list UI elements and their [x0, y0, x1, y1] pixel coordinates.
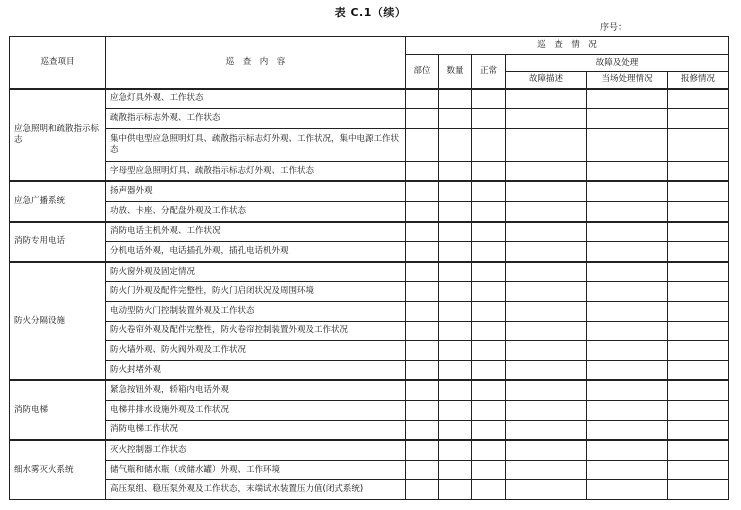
cell-report[interactable]	[668, 262, 729, 282]
cell-onsite[interactable]	[587, 201, 668, 221]
cell-part[interactable]	[406, 480, 439, 500]
cell-report[interactable]	[668, 222, 729, 242]
inspection-item: 高压泵组、稳压泵外观及工作状态，末端试水装置压力值(闭式系统)	[106, 480, 406, 500]
cell-report[interactable]	[668, 321, 729, 341]
cell-onsite[interactable]	[587, 420, 668, 440]
cell-report[interactable]	[668, 181, 729, 201]
inspection-item: 防火封堵外观	[106, 360, 406, 380]
cell-normal[interactable]	[472, 128, 506, 161]
cell-onsite[interactable]	[587, 89, 668, 109]
cell-part[interactable]	[406, 262, 439, 282]
inspection-item: 电梯井排水设施外观及工作状况	[106, 400, 406, 420]
cell-onsite[interactable]	[587, 440, 668, 460]
cell-onsite[interactable]	[587, 262, 668, 282]
cell-report[interactable]	[668, 89, 729, 109]
group-name: 消防专用电话	[10, 222, 106, 262]
cell-part[interactable]	[406, 128, 439, 161]
cell-fault-desc[interactable]	[506, 301, 587, 321]
inspection-item: 疏散指示标志外观、工作状态	[106, 109, 406, 129]
cell-report[interactable]	[668, 128, 729, 161]
cell-report[interactable]	[668, 282, 729, 302]
cell-report[interactable]	[668, 201, 729, 221]
header-content: 巡 查 内 容	[106, 37, 406, 89]
cell-report[interactable]	[668, 420, 729, 440]
group-name: 细水雾灭火系统	[10, 440, 106, 499]
group-name: 应急广播系统	[10, 181, 106, 221]
cell-quantity[interactable]	[439, 420, 472, 440]
cell-onsite[interactable]	[587, 242, 668, 262]
cell-part[interactable]	[406, 282, 439, 302]
cell-quantity[interactable]	[439, 301, 472, 321]
header-onsite: 当场处理情况	[587, 72, 668, 89]
cell-normal[interactable]	[472, 89, 506, 109]
cell-quantity[interactable]	[439, 480, 472, 500]
cell-part[interactable]	[406, 380, 439, 400]
cell-report[interactable]	[668, 460, 729, 480]
cell-report[interactable]	[668, 242, 729, 262]
inspection-item: 消防电梯工作状况	[106, 420, 406, 440]
cell-fault-desc[interactable]	[506, 201, 587, 221]
cell-report[interactable]	[668, 480, 729, 500]
cell-onsite[interactable]	[587, 400, 668, 420]
table-title: 表 C.1（续）	[334, 6, 407, 19]
header-quantity: 数量	[439, 55, 472, 89]
cell-quantity[interactable]	[439, 282, 472, 302]
cell-quantity[interactable]	[439, 89, 472, 109]
group-name: 防火分隔设施	[10, 262, 106, 381]
cell-fault-desc[interactable]	[506, 341, 587, 361]
cell-fault-desc[interactable]	[506, 222, 587, 242]
inspection-item: 字母型应急照明灯具、疏散指示标志灯外观、工作状态	[106, 161, 406, 181]
cell-report[interactable]	[668, 440, 729, 460]
cell-fault-desc[interactable]	[506, 380, 587, 400]
cell-fault-desc[interactable]	[506, 242, 587, 262]
cell-report[interactable]	[668, 301, 729, 321]
cell-part[interactable]	[406, 161, 439, 181]
cell-part[interactable]	[406, 181, 439, 201]
cell-fault-desc[interactable]	[506, 480, 587, 500]
cell-onsite[interactable]	[587, 480, 668, 500]
cell-fault-desc[interactable]	[506, 282, 587, 302]
header-report: 报修情况	[668, 72, 729, 89]
cell-quantity[interactable]	[439, 262, 472, 282]
cell-fault-desc[interactable]	[506, 161, 587, 181]
cell-part[interactable]	[406, 420, 439, 440]
cell-part[interactable]	[406, 341, 439, 361]
cell-normal[interactable]	[472, 161, 506, 181]
cell-onsite[interactable]	[587, 128, 668, 161]
cell-report[interactable]	[668, 109, 729, 129]
cell-normal[interactable]	[472, 301, 506, 321]
cell-quantity[interactable]	[439, 161, 472, 181]
cell-normal[interactable]	[472, 321, 506, 341]
table-body	[10, 89, 729, 500]
cell-part[interactable]	[406, 460, 439, 480]
cell-part[interactable]	[406, 400, 439, 420]
header-fault-desc: 故障描述	[506, 72, 587, 89]
cell-fault-desc[interactable]	[506, 128, 587, 161]
cell-normal[interactable]	[472, 282, 506, 302]
cell-quantity[interactable]	[439, 201, 472, 221]
inspection-item: 防火卷帘外观及配件完整性，防火卷帘控制装置外观及工作状况	[106, 321, 406, 341]
cell-normal[interactable]	[472, 341, 506, 361]
cell-part[interactable]	[406, 109, 439, 129]
cell-quantity[interactable]	[439, 400, 472, 420]
cell-fault-desc[interactable]	[506, 89, 587, 109]
cell-part[interactable]	[406, 201, 439, 221]
cell-onsite[interactable]	[587, 341, 668, 361]
cell-fault-desc[interactable]	[506, 321, 587, 341]
cell-part[interactable]	[406, 440, 439, 460]
cell-quantity[interactable]	[439, 181, 472, 201]
cell-fault-desc[interactable]	[506, 360, 587, 380]
inspection-item: 应急灯具外观、工作状态	[106, 89, 406, 109]
cell-report[interactable]	[668, 380, 729, 400]
cell-quantity[interactable]	[439, 109, 472, 129]
cell-normal[interactable]	[472, 360, 506, 380]
cell-normal[interactable]	[472, 380, 506, 400]
cell-onsite[interactable]	[587, 380, 668, 400]
cell-fault-desc[interactable]	[506, 181, 587, 201]
cell-quantity[interactable]	[439, 440, 472, 460]
inspection-item: 防火窗外观及固定情况	[106, 262, 406, 282]
inspection-item: 集中供电型应急照明灯具、疏散指示标志灯外观、工作状况，集中电源工作状态	[106, 128, 406, 161]
cell-onsite[interactable]	[587, 360, 668, 380]
cell-fault-desc[interactable]	[506, 440, 587, 460]
header-part: 部位	[406, 55, 439, 89]
cell-fault-desc[interactable]	[506, 420, 587, 440]
header-fault: 故障及处理	[506, 55, 729, 72]
inspection-item: 消防电话主机外观、工作状况	[106, 222, 406, 242]
cell-onsite[interactable]	[587, 282, 668, 302]
cell-part[interactable]	[406, 321, 439, 341]
cell-normal[interactable]	[472, 181, 506, 201]
cell-fault-desc[interactable]	[506, 400, 587, 420]
cell-part[interactable]	[406, 222, 439, 242]
cell-onsite[interactable]	[587, 321, 668, 341]
group-name: 应急照明和疏散指示标志	[10, 89, 106, 182]
cell-normal[interactable]	[472, 420, 506, 440]
cell-normal[interactable]	[472, 222, 506, 242]
cell-normal[interactable]	[472, 201, 506, 221]
cell-quantity[interactable]	[439, 128, 472, 161]
inspection-table	[9, 36, 729, 500]
cell-report[interactable]	[668, 341, 729, 361]
cell-normal[interactable]	[472, 109, 506, 129]
cell-onsite[interactable]	[587, 460, 668, 480]
cell-quantity[interactable]	[439, 460, 472, 480]
inspection-item: 储气瓶和储水瓶（或储水罐）外观、工作环境	[106, 460, 406, 480]
cell-part[interactable]	[406, 360, 439, 380]
inspection-item: 分机电话外观，电话插孔外观，插孔电话机外观	[106, 242, 406, 262]
inspection-item: 防火墙外观、防火阀外观及工作状况	[106, 341, 406, 361]
cell-quantity[interactable]	[439, 242, 472, 262]
cell-onsite[interactable]	[587, 161, 668, 181]
inspection-item: 灭火控制器工作状态	[106, 440, 406, 460]
inspection-item: 电动型防火门控制装置外观及工作状态	[106, 301, 406, 321]
cell-normal[interactable]	[472, 400, 506, 420]
cell-fault-desc[interactable]	[506, 460, 587, 480]
cell-fault-desc[interactable]	[506, 262, 587, 282]
inspection-item: 防火门外观及配件完整性，防火门启闭状况及周围环境	[106, 282, 406, 302]
cell-normal[interactable]	[472, 242, 506, 262]
header-normal: 正常	[472, 55, 506, 89]
cell-quantity[interactable]	[439, 341, 472, 361]
cell-quantity[interactable]	[439, 321, 472, 341]
cell-normal[interactable]	[472, 480, 506, 500]
cell-normal[interactable]	[472, 460, 506, 480]
cell-part[interactable]	[406, 301, 439, 321]
cell-onsite[interactable]	[587, 301, 668, 321]
cell-normal[interactable]	[472, 262, 506, 282]
cell-normal[interactable]	[472, 440, 506, 460]
cell-report[interactable]	[668, 400, 729, 420]
cell-quantity[interactable]	[439, 222, 472, 242]
cell-quantity[interactable]	[439, 360, 472, 380]
cell-quantity[interactable]	[439, 380, 472, 400]
cell-onsite[interactable]	[587, 181, 668, 201]
inspection-item: 紧急按钮外观，轿箱内电话外观	[106, 380, 406, 400]
cell-onsite[interactable]	[587, 222, 668, 242]
cell-onsite[interactable]	[587, 109, 668, 129]
inspection-item: 扬声器外观	[106, 181, 406, 201]
cell-report[interactable]	[668, 161, 729, 181]
cell-fault-desc[interactable]	[506, 109, 587, 129]
group-name: 消防电梯	[10, 380, 106, 440]
cell-report[interactable]	[668, 360, 729, 380]
inspection-item: 功放、卡座、分配盘外观及工作状态	[106, 201, 406, 221]
header-situation: 巡 查 情 况	[406, 37, 729, 55]
serial-number-label: 序号：	[600, 23, 628, 33]
header-project: 巡查项目	[10, 37, 106, 89]
cell-part[interactable]	[406, 89, 439, 109]
cell-part[interactable]	[406, 242, 439, 262]
